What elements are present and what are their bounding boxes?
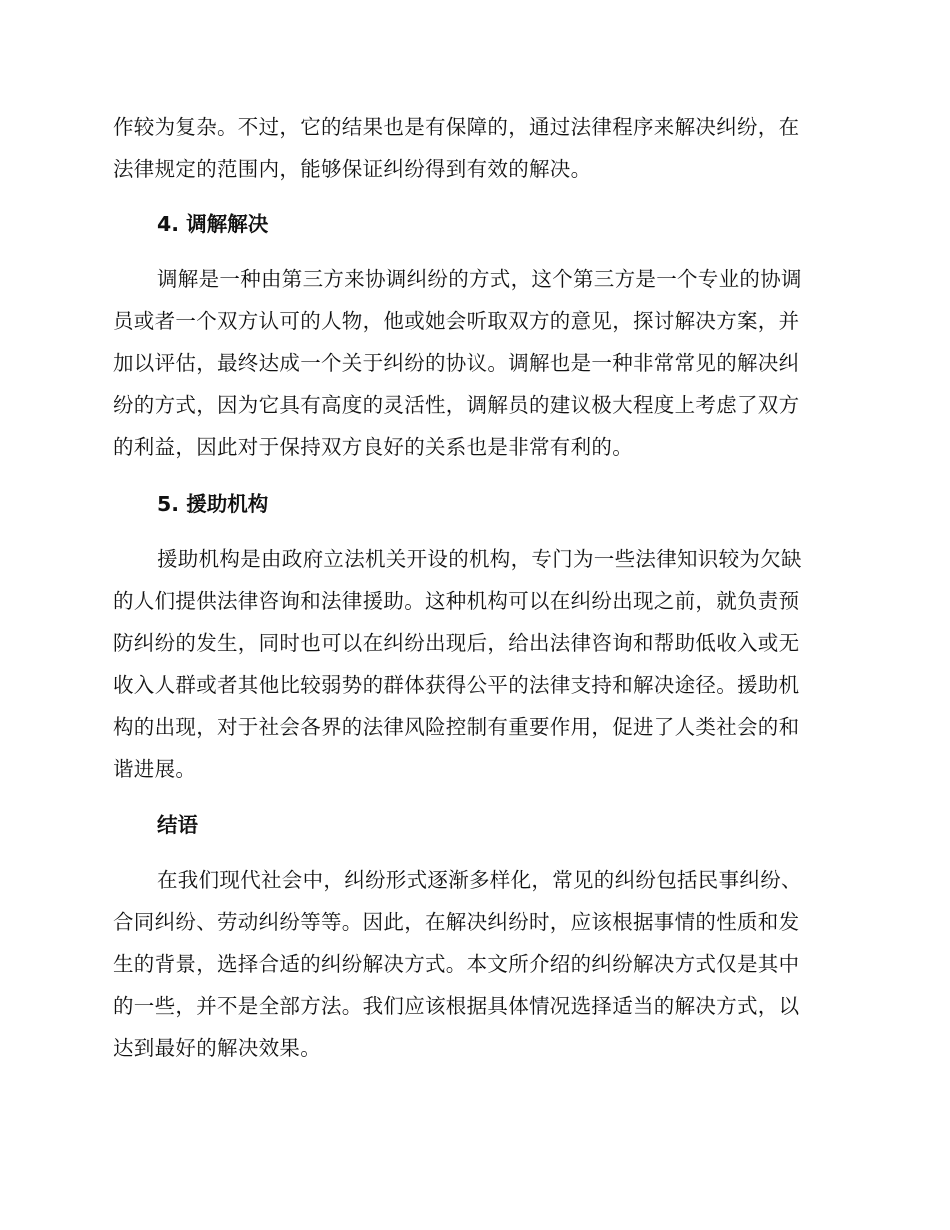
paragraph-line: 构的出现，对于社会各界的法律风险控制有重要作用，促进了人类社会的和 bbox=[113, 715, 800, 739]
paragraph-line: 的利益，因此对于保持双方良好的关系也是非常有利的。 bbox=[113, 435, 633, 459]
mediation-paragraph bbox=[113, 258, 833, 468]
paragraph-line: 加以评估，最终达成一个关于纠纷的协议。调解也是一种非常常见的解决纠 bbox=[113, 351, 800, 375]
intro-paragraph bbox=[113, 106, 833, 190]
section-heading-conclusion: 结语 bbox=[157, 813, 198, 837]
paragraph-line: 合同纠纷、劳动纠纷等等。因此，在解决纠纷时，应该根据事情的性质和发 bbox=[113, 910, 800, 934]
paragraph-line: 谐进展。 bbox=[113, 757, 197, 781]
paragraph-line: 作较为复杂。不过，它的结果也是有保障的，通过法律程序来解决纠纷，在 bbox=[113, 115, 800, 139]
paragraph-line: 援助机构是由政府立法机关开设的机构，专门为一些法律知识较为欠缺 bbox=[157, 547, 802, 571]
aid-paragraph bbox=[113, 538, 833, 790]
conclusion-paragraph bbox=[113, 859, 833, 1069]
paragraph-line: 收入人群或者其他比较弱势的群体获得公平的法律支持和解决途径。援助机 bbox=[113, 673, 800, 697]
section-heading-mediation: 4. 调解解决 bbox=[157, 212, 269, 236]
paragraph-line: 在我们现代社会中，纠纷形式逐渐多样化，常见的纠纷包括民事纠纷、 bbox=[157, 868, 802, 892]
paragraph-line: 调解是一种由第三方来协调纠纷的方式，这个第三方是一个专业的协调 bbox=[157, 267, 802, 291]
paragraph-line: 的一些，并不是全部方法。我们应该根据具体情况选择适当的解决方式，以 bbox=[113, 994, 800, 1018]
paragraph-line: 法律规定的范围内，能够保证纠纷得到有效的解决。 bbox=[113, 157, 592, 181]
paragraph-line: 纷的方式，因为它具有高度的灵活性，调解员的建议极大程度上考虑了双方 bbox=[113, 393, 800, 417]
paragraph-line: 的人们提供法律咨询和法律援助。这种机构可以在纠纷出现之前，就负责预 bbox=[113, 589, 800, 613]
paragraph-line: 防纠纷的发生，同时也可以在纠纷出现后，给出法律咨询和帮助低收入或无 bbox=[113, 631, 800, 655]
paragraph-line: 达到最好的解决效果。 bbox=[113, 1036, 321, 1060]
section-heading-aid: 5. 援助机构 bbox=[157, 492, 269, 516]
paragraph-line: 生的背景，选择合适的纠纷解决方式。本文所介绍的纠纷解决方式仅是其中 bbox=[113, 952, 800, 976]
paragraph-line: 员或者一个双方认可的人物，他或她会听取双方的意见，探讨解决方案，并 bbox=[113, 309, 800, 333]
